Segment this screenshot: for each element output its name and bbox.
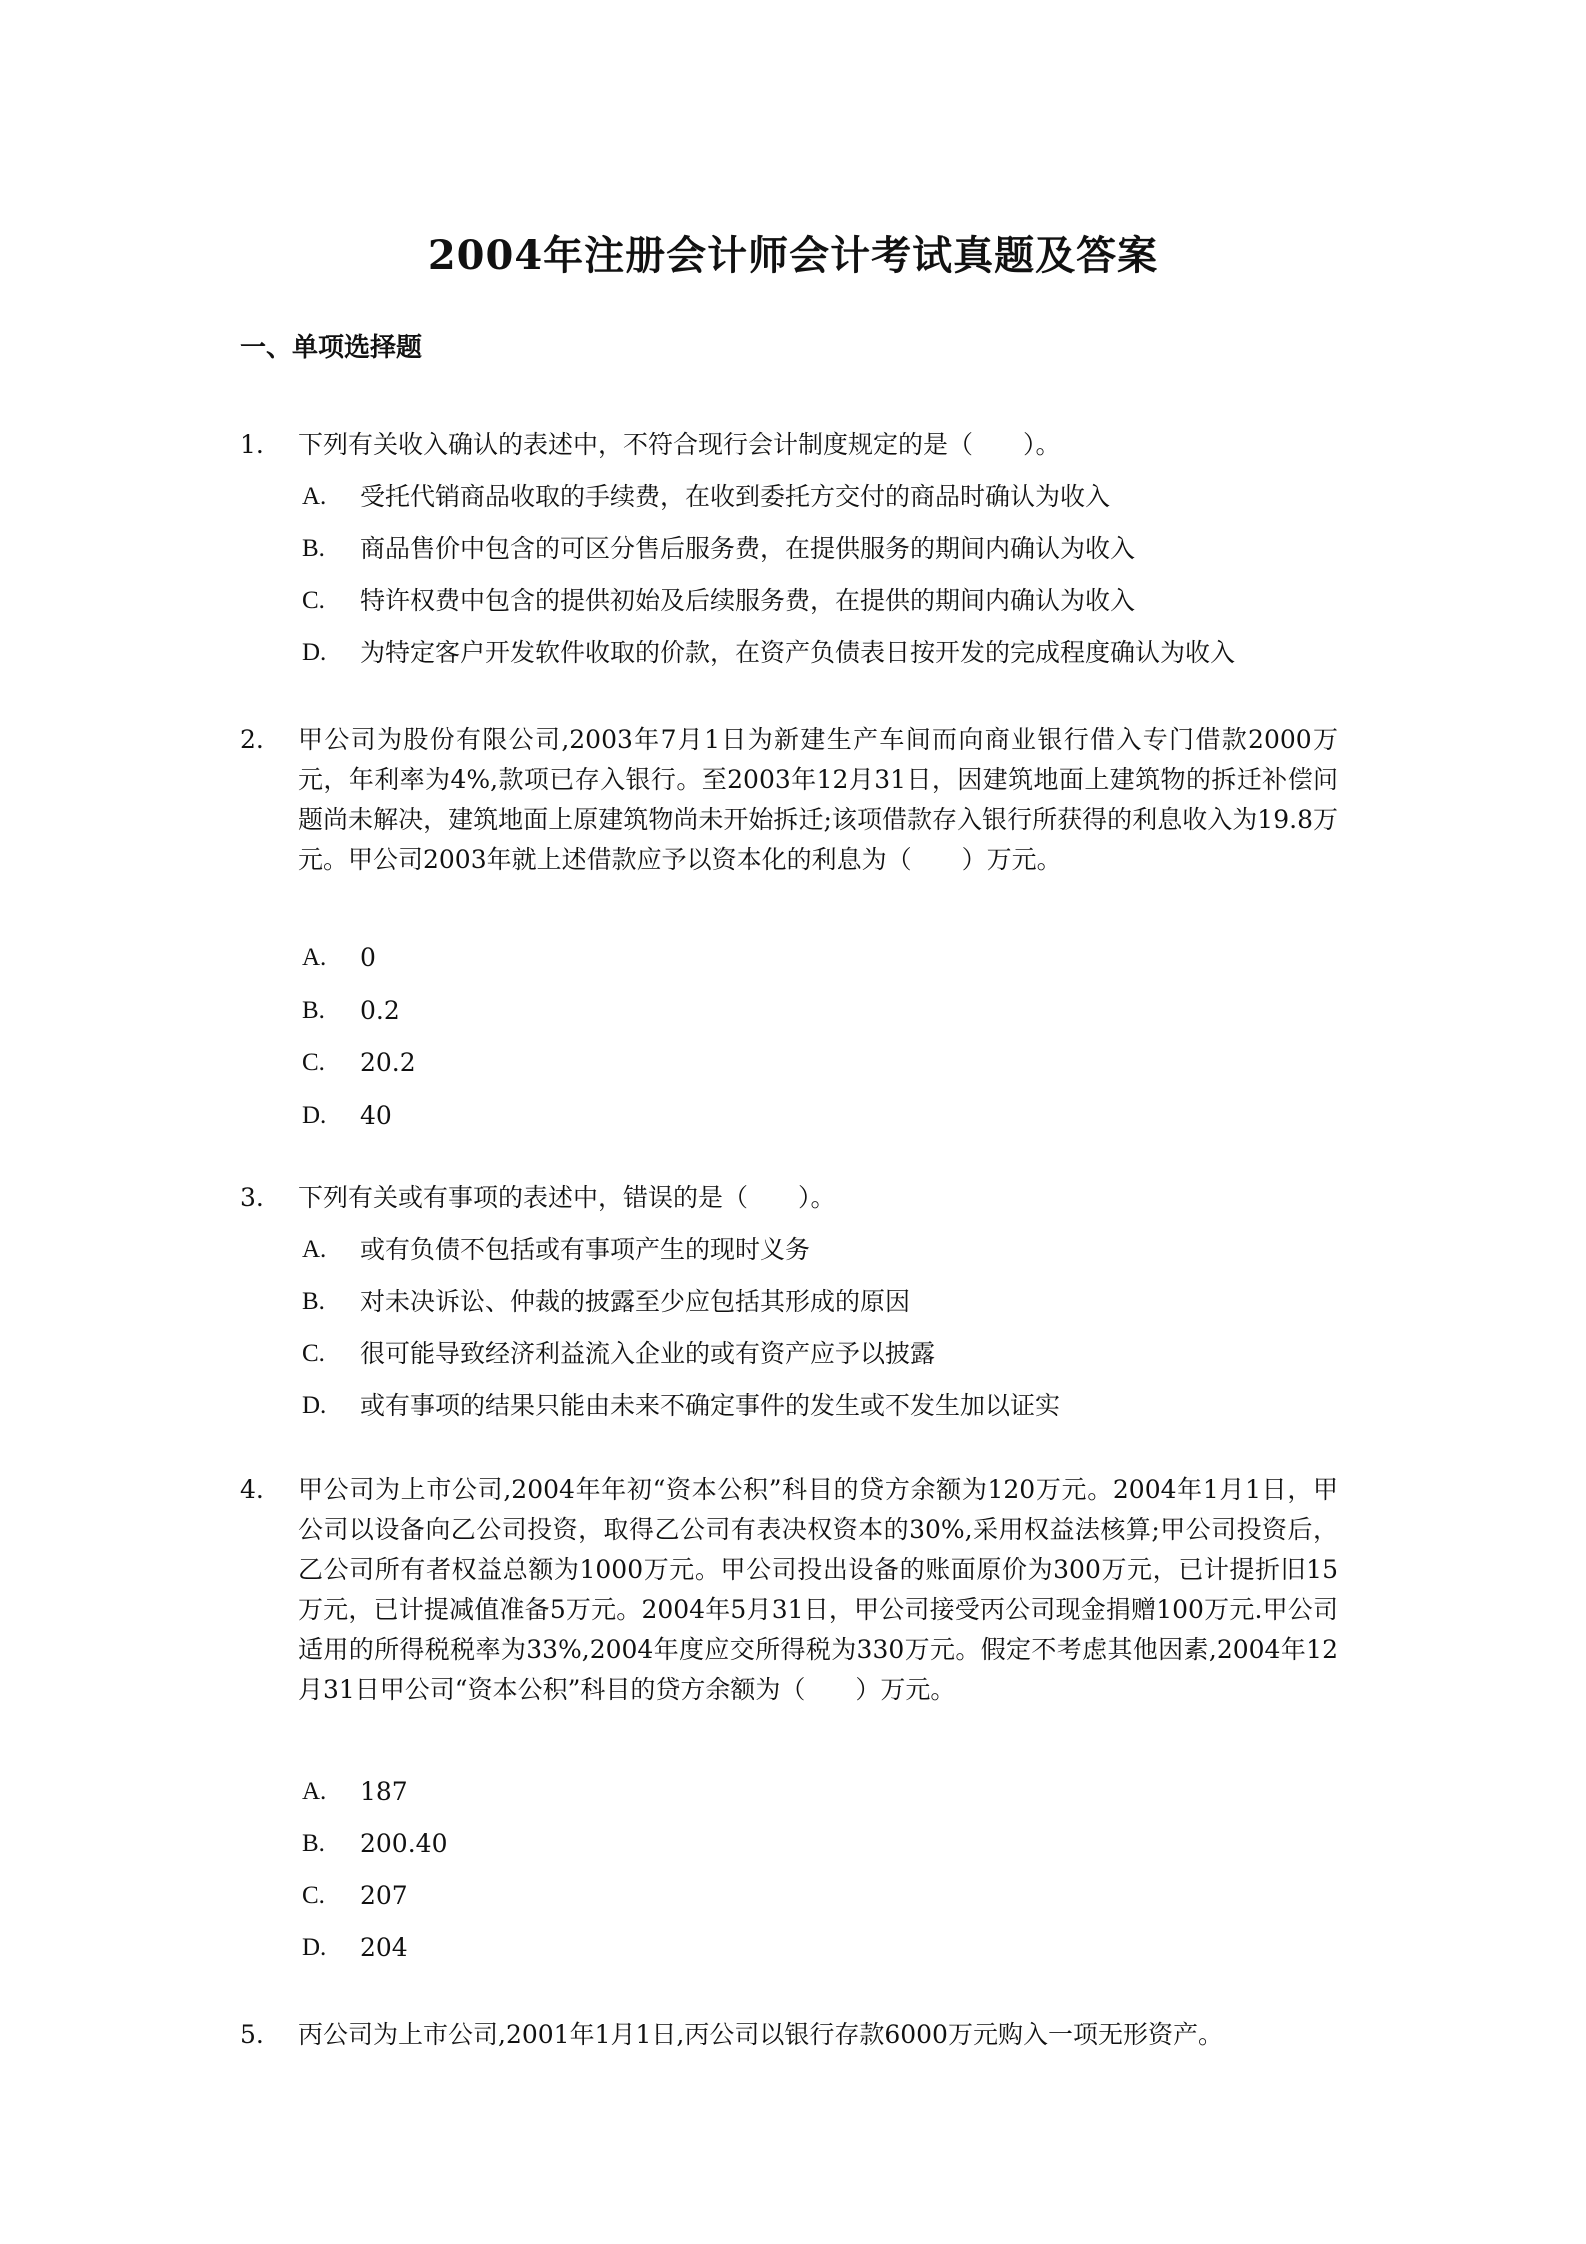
option-c — [302, 1334, 1332, 1374]
option-b — [302, 1824, 1332, 1864]
option-text: 或有负债不包括或有事项产生的现时义务 — [360, 1235, 811, 1264]
option-d — [302, 1928, 1332, 1968]
option-text: 商品售价中包含的可区分售后服务费，在提供服务的期间内确认为收入 — [360, 534, 1136, 563]
option-letter: D. — [302, 639, 327, 666]
option-text: 187 — [360, 1777, 408, 1806]
option-c — [302, 1876, 1332, 1916]
option-d — [302, 1386, 1332, 1426]
option-text: 特许权费中包含的提供初始及后续服务费，在提供的期间内确认为收入 — [360, 586, 1136, 615]
option-text: 很可能导致经济利益流入企业的或有资产应予以披露 — [360, 1339, 936, 1368]
option-letter: D. — [302, 1934, 327, 1961]
option-text: 受托代销商品收取的手续费，在收到委托方交付的商品时确认为收入 — [360, 482, 1111, 511]
option-letter: D. — [302, 1392, 327, 1419]
option-c — [302, 581, 1332, 621]
option-letter: B. — [302, 997, 325, 1024]
option-b — [302, 529, 1332, 569]
section-heading: 一、单项选择题 — [240, 333, 423, 363]
question-text: 丙公司为上市公司,2001年1月1日,丙公司以银行存款6000万元购入一项无形资产。 — [298, 2020, 1223, 2049]
option-letter: D. — [302, 1102, 327, 1129]
option-text: 207 — [360, 1881, 408, 1910]
option-letter: B. — [302, 1830, 325, 1857]
option-text: 204 — [360, 1933, 408, 1962]
option-a — [302, 1772, 1332, 1812]
question-text: 下列有关收入确认的表述中，不符合现行会计制度规定的是（ ）。 — [298, 430, 1061, 459]
option-letter: C. — [302, 1049, 325, 1076]
option-a — [302, 1230, 1332, 1270]
option-a — [302, 938, 1332, 978]
option-letter: A. — [302, 1778, 327, 1805]
option-letter: C. — [302, 1882, 325, 1909]
option-d — [302, 633, 1332, 673]
question-number: 1. — [240, 430, 264, 459]
option-c — [302, 1043, 1332, 1083]
option-letter: B. — [302, 1288, 325, 1315]
option-letter: A. — [302, 944, 327, 971]
option-b — [302, 1282, 1332, 1322]
option-a — [302, 477, 1332, 517]
option-d — [302, 1096, 1332, 1136]
option-text: 0 — [360, 943, 376, 972]
option-text: 200.40 — [360, 1829, 448, 1858]
option-letter: A. — [302, 1236, 327, 1263]
option-letter: B. — [302, 535, 325, 562]
option-letter: C. — [302, 587, 325, 614]
question-text: 下列有关或有事项的表述中，错误的是（ ）。 — [298, 1183, 836, 1212]
option-letter: C. — [302, 1340, 325, 1367]
option-text: 20.2 — [360, 1048, 416, 1077]
question-number: 2. — [240, 725, 264, 754]
option-text: 对未决诉讼、仲裁的披露至少应包括其形成的原因 — [360, 1287, 911, 1316]
option-text: 为特定客户开发软件收取的价款，在资产负债表日按开发的完成程度确认为收入 — [360, 638, 1236, 667]
document-title: 2004年注册会计师会计考试真题及答案 — [427, 232, 1159, 279]
question-number: 3. — [240, 1183, 264, 1212]
option-text: 或有事项的结果只能由未来不确定事件的发生或不发生加以证实 — [360, 1391, 1061, 1420]
question-text: 甲公司为股份有限公司,2003年7月1日为新建生产车间而向商业银行借入专门借款2000万元，年利率为4%,款项已存入银行。至2003年12月31日，因建筑地面上建筑物的拆迁补偿问题尚未解决，建筑地面上原建筑物尚未开始拆迁;该项借款存入银行所获得的利息收入为19.8万元。甲公司2003年就上述借款应予以资本化的利息为（ ）万元。 — [298, 725, 1338, 874]
option-letter: A. — [302, 483, 327, 510]
question-number: 4. — [240, 1475, 264, 1504]
option-text: 40 — [360, 1101, 392, 1130]
option-text: 0.2 — [360, 996, 400, 1025]
option-b — [302, 991, 1332, 1031]
question-text: 甲公司为上市公司,2004年年初“资本公积”科目的贷方余额为120万元。2004年1月1日，甲公司以设备向乙公司投资，取得乙公司有表决权资本的30%,采用权益法核算;甲公司投资后，乙公司所有者权益总额为1000万元。甲公司投出设备的账面原价为300万元，已计提折旧15万元，已计提减值准备5万元。2004年5月31日，甲公司接受丙公司现金捐赠100万元.甲公司适用的所得税税率为33%,2004年度应交所得税为330万元。假定不考虑其他因素,2004年12月31日甲公司“资本公积”科目的贷方余额为（ ）万元。 — [298, 1475, 1338, 1704]
question-number: 5. — [240, 2020, 264, 2049]
